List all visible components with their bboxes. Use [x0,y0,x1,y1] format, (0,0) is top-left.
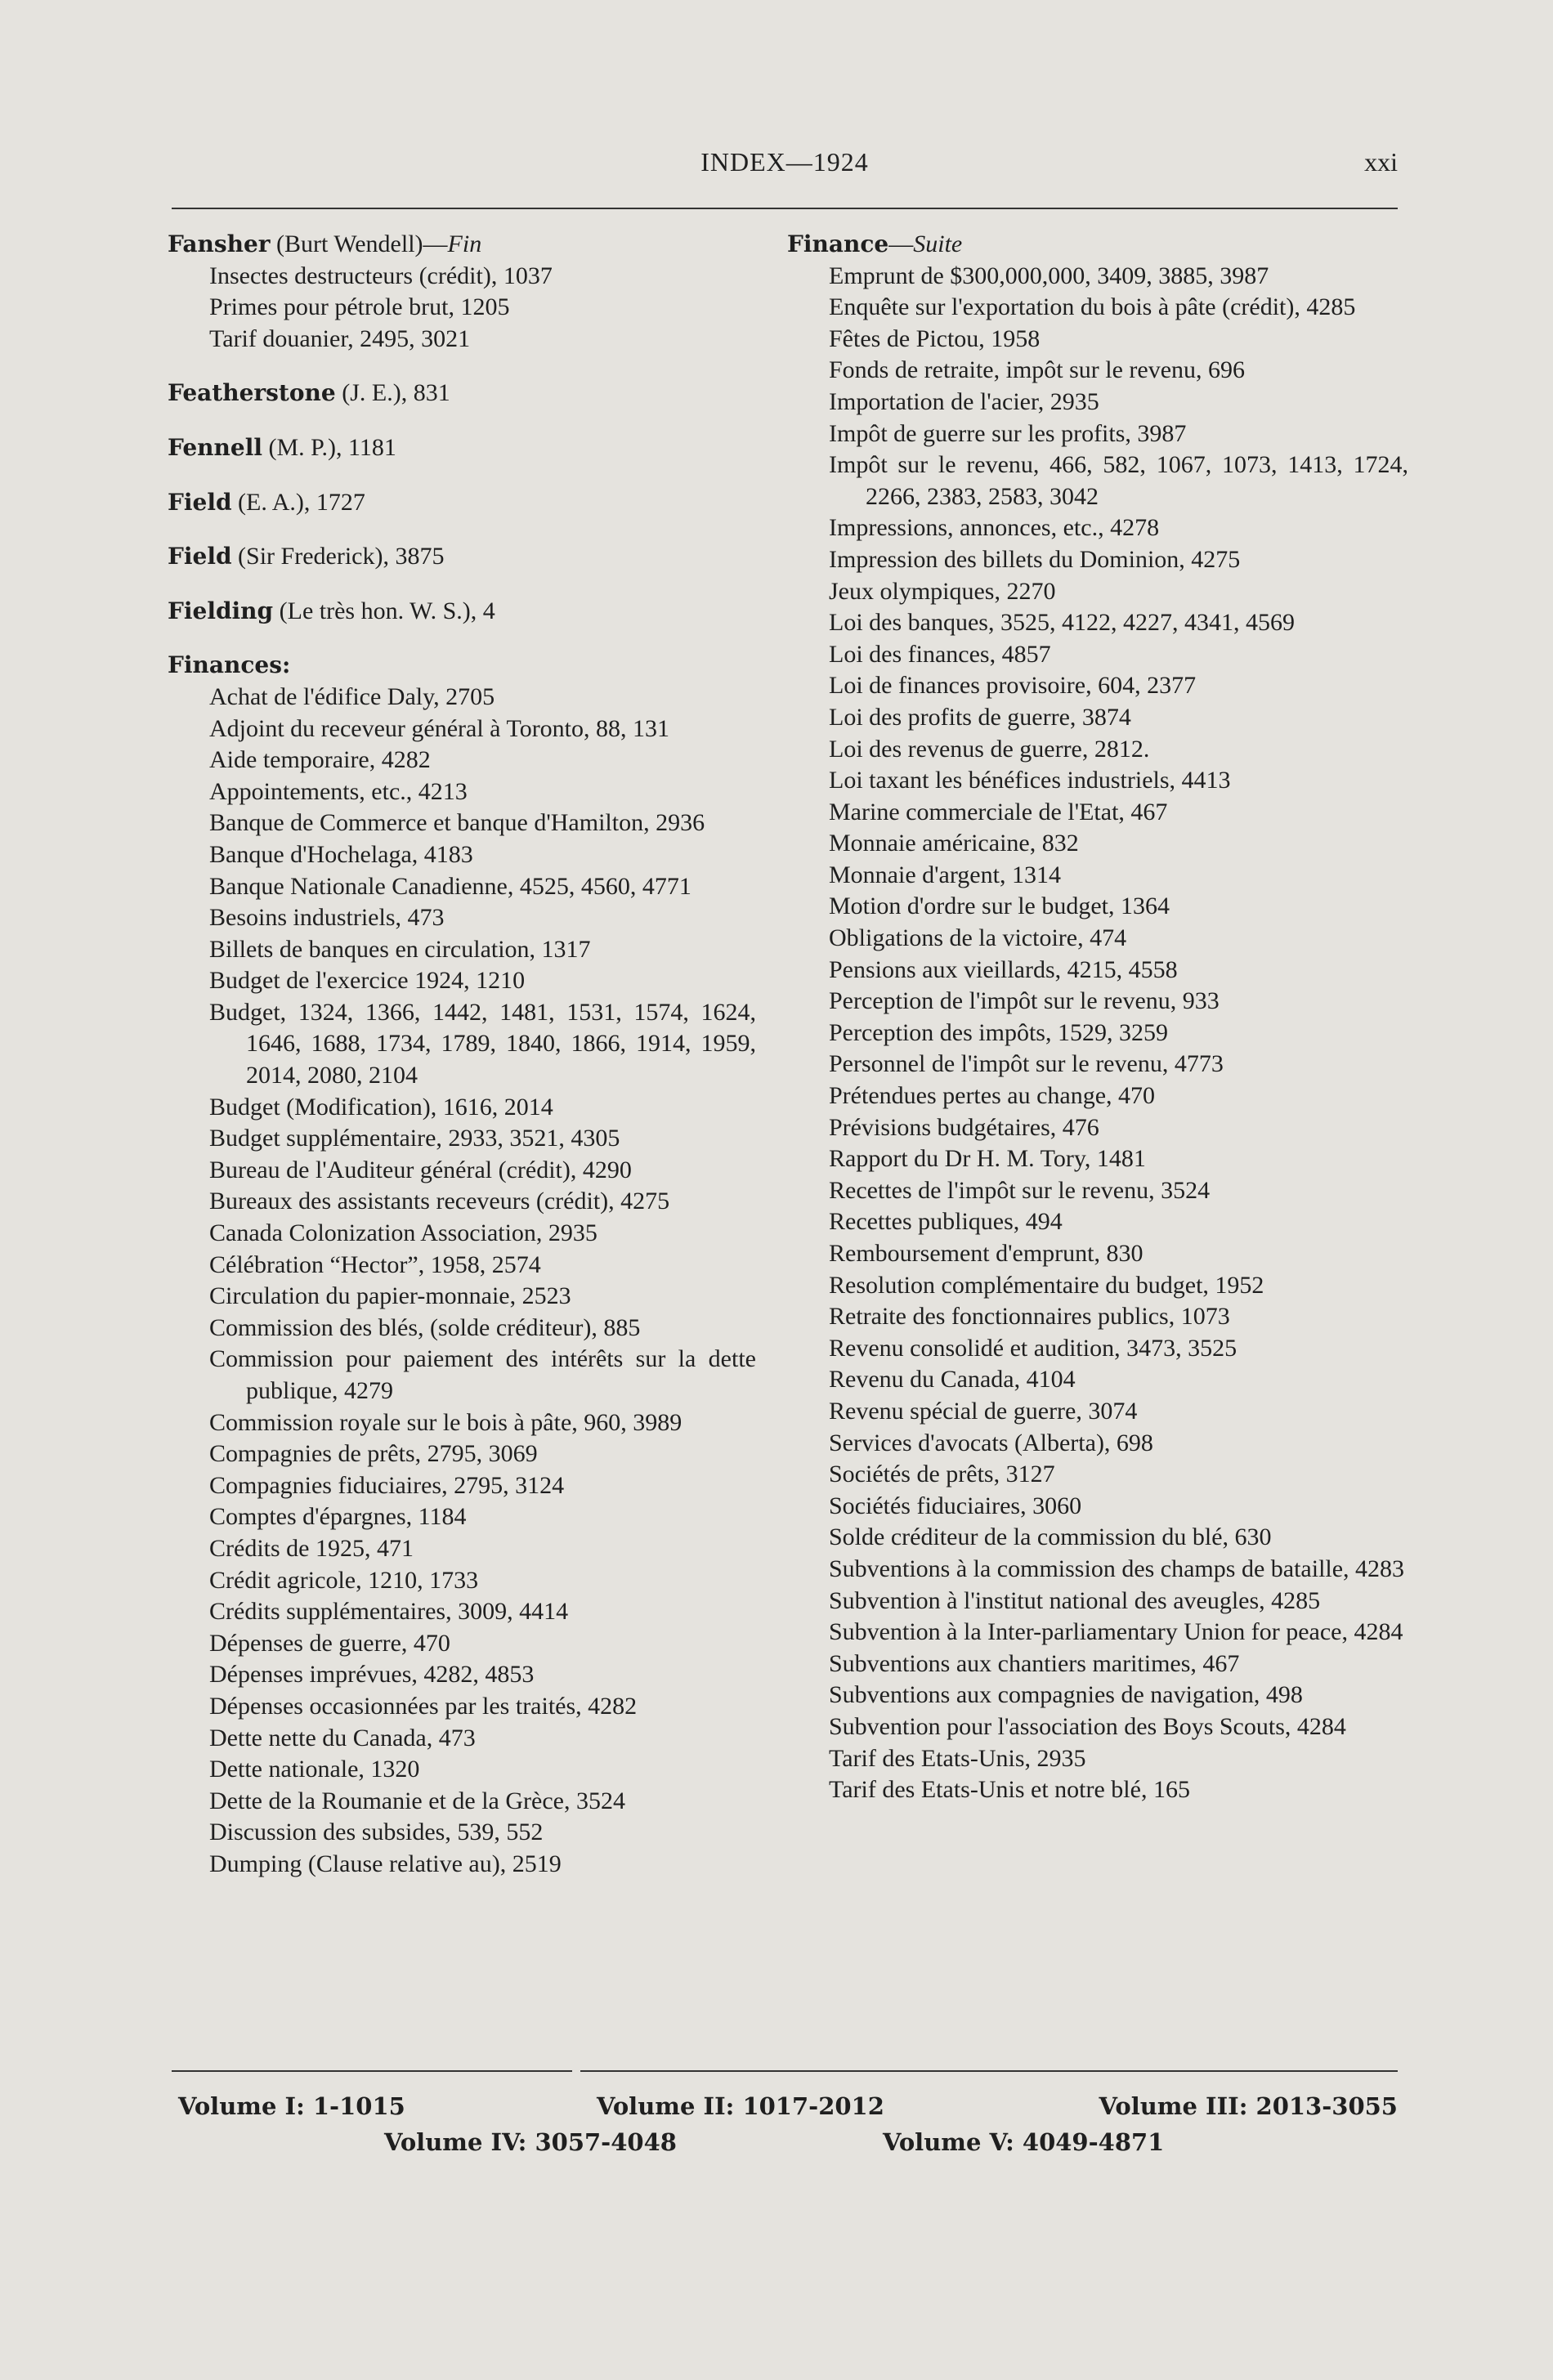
index-subentry: Subvention à la Inter-parliamentary Union for peace, 4284 [829,1618,1403,1646]
heading-detail: (Le très hon. W. S.), 4 [273,597,495,624]
volume-range-2: Volume II: 1017-2012 [597,2092,884,2120]
heading-name: Finance [787,230,889,257]
index-subentry: Services d'avocats (Alberta), 698 [829,1429,1153,1456]
volume-range-4: Volume IV: 3057-4048 [384,2128,677,2156]
index-subentry: Achat de l'édifice Daly, 2705 [209,682,495,710]
entry-spacer [168,355,756,378]
index-subentry: Loi de finances provisoire, 604, 2377 [829,672,1197,700]
index-subentry: Subventions à la commission des champs de bataille, 4283 [829,1555,1405,1582]
index-subentry: Loi des revenus de guerre, 2812. [829,735,1150,763]
header-rule [172,208,1398,209]
index-subentry: Compagnies fiduciaires, 2795, 3124 [209,1471,565,1499]
index-subentry: Perception des impôts, 1529, 3259 [829,1018,1168,1046]
entry-spacer [168,518,756,541]
index-subentry: Appointements, etc., 4213 [209,777,468,805]
heading-detail: (Burt Wendell)— [270,230,448,257]
index-subentry: Commission royale sur le bois à pâte, 960, 3989 [209,1408,683,1436]
index-subentry: Impressions, annonces, etc., 4278 [829,514,1160,542]
index-subentry: Solde créditeur de la commission du blé, 630 [829,1523,1272,1551]
index-subentry: Dépenses de guerre, 470 [209,1629,450,1657]
index-subentry: Bureaux des assistants receveurs (crédit), 4275 [209,1188,670,1215]
index-subentry: Tarif des Etats-Unis et notre blé, 165 [829,1776,1190,1804]
page-title: INDEX—1924 [700,147,869,177]
volume-range-3: Volume III: 2013-3055 [1099,2092,1398,2120]
index-subentry: Remboursement d'emprunt, 830 [829,1240,1143,1267]
index-subentry: Insectes destructeurs (crédit), 1037 [209,262,553,289]
index-heading [168,378,756,409]
index-subentry: Dépenses occasionnées par les traités, 4282 [209,1692,638,1720]
entry-spacer [168,573,756,596]
index-subentry: Budget (Modification), 1616, 2014 [209,1093,553,1121]
volume-range-1: Volume I: 1-1015 [178,2092,405,2120]
index-subentry: Perception de l'impôt sur le revenu, 933 [829,987,1220,1015]
index-subentry: Recettes publiques, 494 [829,1208,1063,1236]
index-subentry: Impôt sur le revenu, 466, 582, 1067, 1073, 1413, 1724, 2266, 2383, 2583, 3042 [829,451,1408,510]
index-subentry: Adjoint du receveur général à Toronto, 88, 131 [209,714,670,742]
heading-name: Featherstone [168,379,336,407]
index-subentry: Crédit agricole, 1210, 1733 [209,1566,479,1594]
left-column [168,229,756,1881]
index-subentry: Revenu du Canada, 4104 [829,1366,1076,1394]
index-heading [168,229,756,261]
index-subentry: Prévisions budgétaires, 476 [829,1113,1099,1141]
index-subentry: Subvention à l'institut national des aveugles, 4285 [829,1586,1321,1614]
index-subentry: Monnaie américaine, 832 [829,830,1079,857]
heading-name: Fielding [168,597,274,624]
index-subentry: Dette nette du Canada, 473 [209,1724,476,1751]
index-subentry: Fonds de retraite, impôt sur le revenu, 696 [829,356,1246,384]
index-subentry: Retraite des fonctionnaires publics, 1073 [829,1303,1230,1331]
index-subentry: Circulation du papier-monnaie, 2523 [209,1282,571,1310]
heading-detail: (E. A.), 1727 [231,488,365,516]
index-subentry: Tarif douanier, 2495, 3021 [209,324,471,352]
index-subentry: Sociétés de prêts, 3127 [829,1461,1055,1488]
footer-rule-left [172,2070,572,2072]
index-subentry: Dette nationale, 1320 [209,1756,420,1783]
entry-spacer [168,464,756,487]
heading-name: Finances: [168,651,291,679]
index-subentry: Crédits de 1925, 471 [209,1534,414,1562]
heading-note: Fin [447,230,482,257]
index-subentry: Primes pour pétrole brut, 1205 [209,293,510,321]
index-subentry: Sociétés fiduciaires, 3060 [829,1492,1082,1519]
index-subentry: Impression des billets du Dominion, 4275 [829,545,1241,573]
heading-name: Fennell [168,433,262,461]
index-subentry: Compagnies de prêts, 2795, 3069 [209,1440,538,1468]
index-heading [168,432,756,464]
index-subentry: Loi des profits de guerre, 3874 [829,703,1131,731]
index-subentry: Besoins industriels, 473 [209,904,445,932]
index-subentry: Crédits supplémentaires, 3009, 4414 [209,1598,569,1626]
index-subentry: Impôt de guerre sur les profits, 3987 [829,419,1187,447]
index-subentry: Aide temporaire, 4282 [209,746,431,774]
index-heading [787,229,1408,261]
index-subentry: Pensions aux vieillards, 4215, 4558 [829,955,1178,983]
index-subentry: Obligations de la victoire, 474 [829,924,1127,952]
index-subentry: Revenu spécial de guerre, 3074 [829,1397,1138,1425]
index-subentry: Enquête sur l'exportation du bois à pâte (crédit), 4285 [829,293,1356,321]
index-subentry: Dette de la Roumanie et de la Grèce, 3524 [209,1787,625,1814]
volume-range-5: Volume V: 4049-4871 [883,2128,1165,2156]
right-column [787,229,1408,1806]
index-subentry: Subventions aux chantiers maritimes, 467 [829,1649,1240,1677]
index-subentry: Canada Colonization Association, 2935 [209,1219,597,1247]
footer-rule-right [580,2070,1398,2072]
index-subentry: Rapport du Dr H. M. Tory, 1481 [829,1145,1146,1173]
index-subentry: Subvention pour l'association des Boys Scouts, 4284 [829,1712,1346,1740]
index-subentry: Prétendues pertes au change, 470 [829,1082,1156,1110]
index-subentry: Marine commerciale de l'Etat, 467 [829,798,1168,825]
index-subentry: Subventions aux compagnies de navigation, 498 [829,1681,1303,1709]
index-subentry: Recettes de l'impôt sur le revenu, 3524 [829,1176,1211,1204]
index-subentry: Discussion des subsides, 539, 552 [209,1819,544,1846]
index-subentry: Fêtes de Pictou, 1958 [829,324,1041,352]
index-heading [168,650,756,682]
index-subentry: Tarif des Etats-Unis, 2935 [829,1744,1086,1772]
index-subentry: Jeux olympiques, 2270 [829,577,1056,605]
index-subentry: Banque Nationale Canadienne, 4525, 4560, 4771 [209,872,691,900]
index-subentry: Banque de Commerce et banque d'Hamilton, 2936 [209,809,705,837]
index-subentry: Dépenses imprévues, 4282, 4853 [209,1661,535,1689]
index-subentry: Budget supplémentaire, 2933, 3521, 4305 [209,1125,620,1152]
entry-spacer [168,627,756,650]
index-subentry: Billets de banques en circulation, 1317 [209,935,591,963]
index-subentry: Revenu consolidé et audition, 3473, 3525 [829,1334,1237,1362]
index-subentry: Budget, 1324, 1366, 1442, 1481, 1531, 1574, 1624, 1646, 1688, 1734, 1789, 1840, 1866, 1914, 1959, 2014, 2080, 2104 [209,998,756,1089]
entry-spacer [168,409,756,432]
index-heading [168,596,756,628]
index-subentry: Budget de l'exercice 1924, 1210 [209,967,526,995]
heading-detail: (Sir Frederick), 3875 [231,543,445,570]
index-subentry: Comptes d'épargnes, 1184 [209,1503,467,1531]
heading-detail: — [888,230,914,257]
index-heading [168,541,756,573]
heading-name: Field [168,543,232,570]
index-subentry: Dumping (Clause relative au), 2519 [209,1850,562,1877]
index-subentry: Bureau de l'Auditeur général (crédit), 4290 [209,1156,632,1183]
index-subentry: Emprunt de $300,000,000, 3409, 3885, 3987 [829,262,1269,289]
index-subentry: Loi taxant les bénéfices industriels, 4413 [829,767,1231,794]
index-subentry: Motion d'ordre sur le budget, 1364 [829,892,1170,920]
heading-name: Field [168,488,232,516]
index-heading [168,487,756,519]
index-subentry: Commission des blés, (solde créditeur), 885 [209,1313,641,1341]
heading-name: Fansher [168,230,271,257]
heading-detail: (J. E.), 831 [335,379,450,407]
page-number: xxi [1364,147,1398,177]
index-subentry: Commission pour paiement des intérêts sur la dette publique, 4279 [209,1345,756,1404]
heading-note: Suite [913,230,963,257]
index-subentry: Personnel de l'impôt sur le revenu, 4773 [829,1050,1224,1078]
page-header [172,147,1398,188]
index-subentry: Loi des finances, 4857 [829,640,1051,668]
index-subentry: Célébration “Hector”, 1958, 2574 [209,1250,541,1278]
index-subentry: Resolution complémentaire du budget, 1952 [829,1271,1264,1299]
index-subentry: Banque d'Hochelaga, 4183 [209,840,473,868]
heading-detail: (M. P.), 1181 [262,433,396,461]
index-subentry: Loi des banques, 3525, 4122, 4227, 4341, 4569 [829,609,1295,637]
index-subentry: Monnaie d'argent, 1314 [829,861,1061,888]
index-subentry: Importation de l'acier, 2935 [829,387,1099,415]
